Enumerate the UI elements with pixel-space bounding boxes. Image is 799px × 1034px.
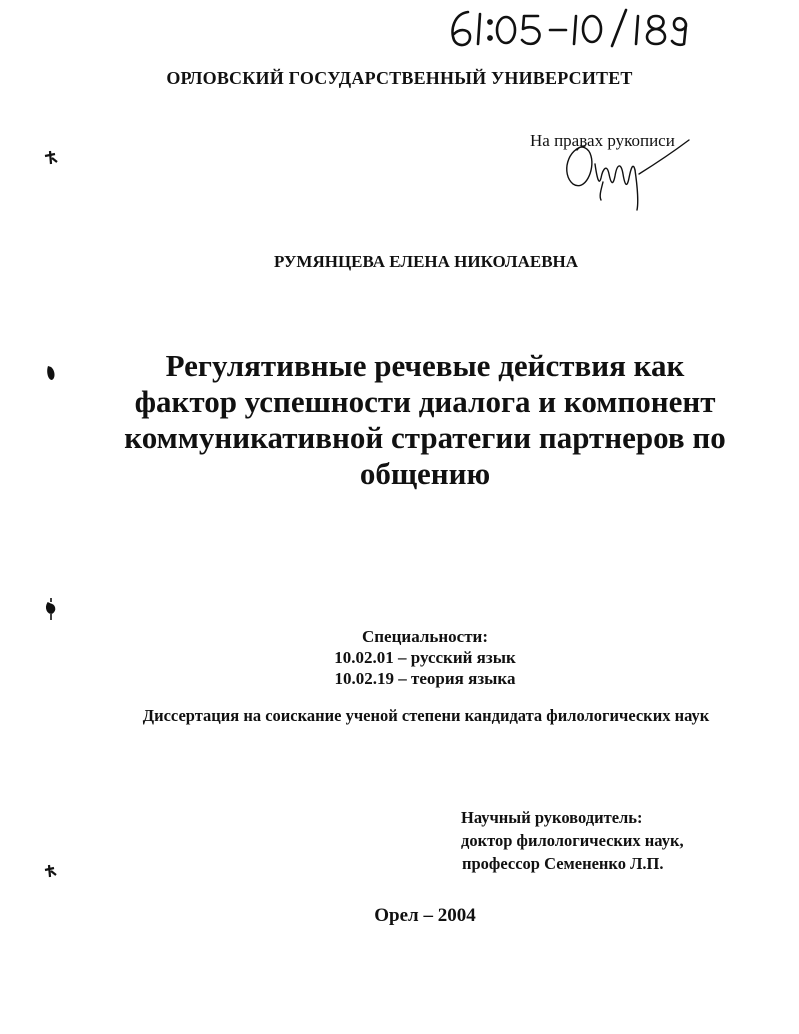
supervisor-degree: доктор филологических наук, (461, 831, 684, 850)
specialties-heading: Специальности: (361, 627, 489, 646)
scan-mark (42, 862, 58, 880)
author-name: РУМЯНЦЕВА ЕЛЕНА НИКОЛАЕВНА (273, 252, 579, 271)
title-line: общению (359, 456, 491, 491)
specialty-item: 10.02.19 – теория языка (334, 669, 516, 688)
title-line: коммуникативной стратегии партнеров по (124, 420, 726, 455)
city-year: Орел – 2004 (374, 905, 476, 926)
signature (555, 134, 695, 214)
scan-mark (44, 596, 58, 622)
specialties-block (0, 626, 799, 689)
scan-mark (42, 148, 60, 168)
dissertation-title (110, 348, 740, 492)
scan-mark (44, 358, 58, 382)
dissertation-degree: Диссертация на соискание ученой степени кандидата филологических наук (142, 706, 710, 725)
handwritten-archive-number (440, 4, 740, 50)
specialty-item: 10.02.01 – русский язык (334, 648, 516, 667)
title-line: Регулятивные речевые действия как (165, 348, 685, 383)
university-name: ОРЛОВСКИЙ ГОСУДАРСТВЕННЫЙ УНИВЕРСИТЕТ (166, 68, 633, 88)
supervisor-block (459, 806, 684, 875)
supervisor-name: профессор Семененко Л.П. (462, 854, 664, 873)
supervisor-label: Научный руководитель: (461, 808, 643, 827)
manuscript-note: На правах рукописи (530, 131, 675, 150)
title-line: фактор успешности диалога и компонент (134, 384, 716, 419)
